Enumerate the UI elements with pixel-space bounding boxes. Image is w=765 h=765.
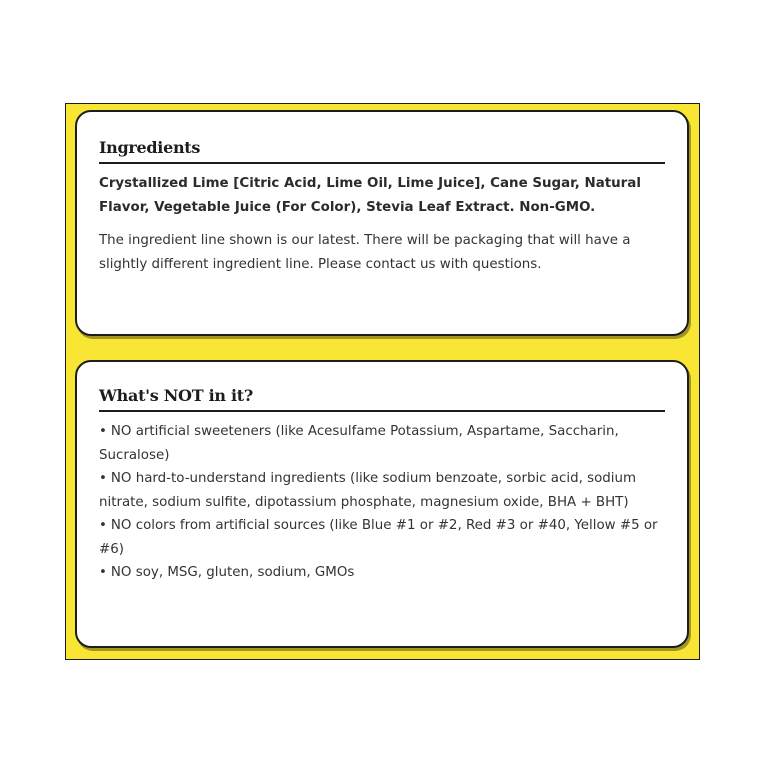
ingredients-list: Crystallized Lime [Citric Acid, Lime Oil, Lime Juice], Cane Sugar, Natural Flavor, Vegetable Juice (For Color), Stevia Leaf Extract. Non-GMO. — [99, 176, 641, 215]
yellow-panel — [65, 103, 700, 660]
list-item-text: NO hard-to-understand ingredients (like sodium benzoate, sorbic acid, sodium nitrate, sodium sulfite, dipotassium phosphate, magnesium oxide, BHA + BHT) — [99, 471, 637, 510]
whats-not-in-it-title: What's NOT in it? — [99, 386, 665, 412]
ingredients-note: The ingredient line shown is our latest. There will be packaging that will have a slightly different ingredient line. Please contact us with questions. — [99, 233, 631, 272]
list-item — [99, 467, 665, 514]
bullet-icon: • — [99, 424, 107, 439]
list-item — [99, 420, 665, 467]
not-in-it-list — [99, 420, 665, 585]
list-item-text: NO colors from artificial sources (like Blue #1 or #2, Red #3 or #40, Yellow #5 or #6) — [99, 518, 658, 557]
bullet-icon: • — [99, 565, 107, 580]
list-item-text: NO artificial sweeteners (like Acesulfame Potassium, Aspartame, Saccharin, Sucralose) — [99, 424, 619, 463]
bullet-icon: • — [99, 471, 107, 486]
list-item — [99, 561, 665, 585]
ingredients-card — [75, 110, 689, 336]
ingredients-title: Ingredients — [99, 138, 665, 164]
list-item — [99, 514, 665, 561]
bullet-icon: • — [99, 518, 107, 533]
whats-not-in-it-card — [75, 360, 689, 648]
list-item-text: NO soy, MSG, gluten, sodium, GMOs — [110, 565, 355, 580]
